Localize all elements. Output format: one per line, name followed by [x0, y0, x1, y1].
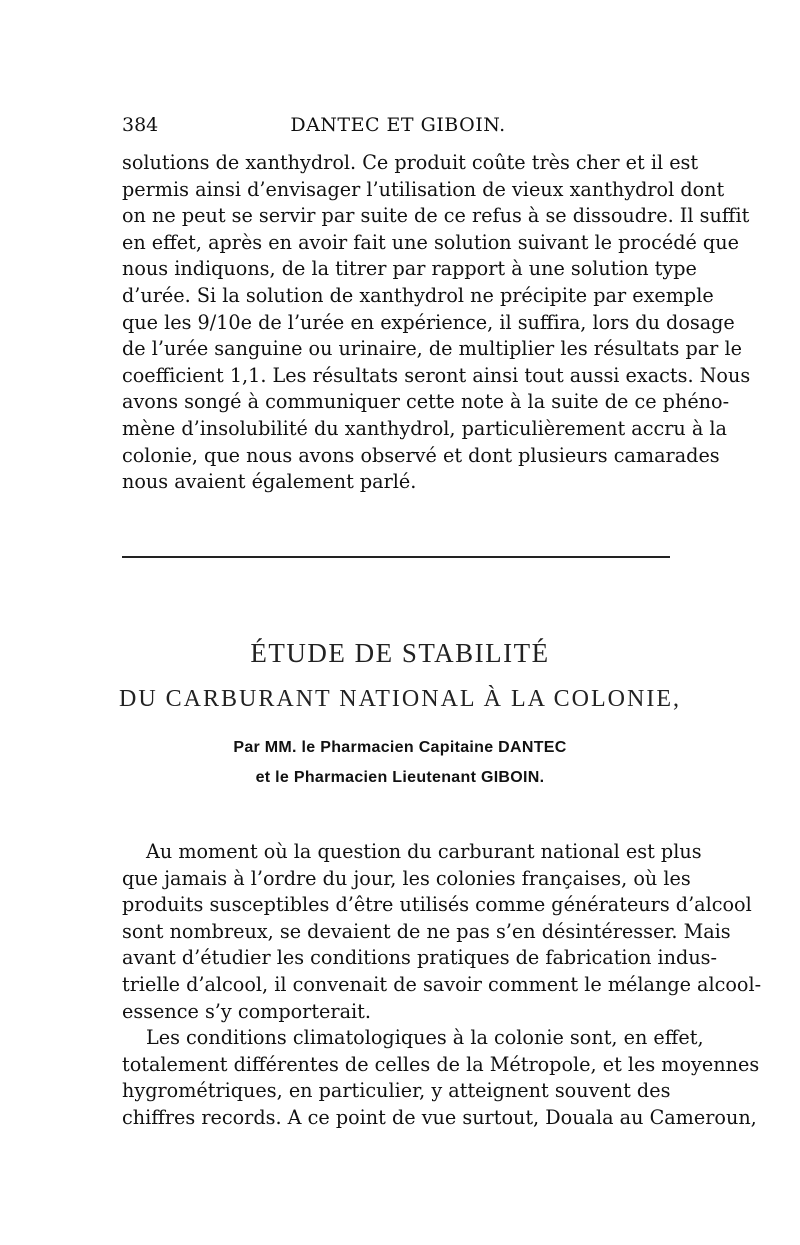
text-line: que les 9/10e de l’urée en expérience, il suffira, lors du dosage	[122, 310, 735, 334]
article-body	[122, 839, 762, 1132]
running-title: DANTEC ET GIBOIN.	[290, 114, 506, 136]
text-line: en effet, après en avoir fait une solution suivant le procédé que	[122, 230, 739, 254]
text-line: trielle d’alcool, il convenait de savoir comment le mélange alcool-	[122, 972, 762, 996]
text-line: coefficient 1,1. Les résultats seront ainsi tout aussi exacts. Nous	[122, 363, 751, 387]
text-line: permis ainsi d’envisager l’utilisation de vieux xanthydrol dont	[122, 177, 725, 201]
page-header	[122, 114, 674, 144]
text-line: nous indiquons, de la titrer par rapport à une solution type	[122, 257, 697, 281]
text-line: totalement différentes de celles de la Métropole, et les moyennes	[122, 1052, 760, 1076]
author-byline-second: et le Pharmacien Lieutenant GIBOIN.	[255, 769, 545, 786]
previous-article-text	[122, 150, 751, 496]
text-line: mène d’insolubilité du xanthydrol, particulièrement accru à la	[122, 416, 727, 440]
text-line: avant d’étudier les conditions pratiques de fabrication indus-	[122, 946, 718, 970]
article-title: ÉTUDE DE STABILITÉ	[250, 638, 550, 668]
text-line: Les conditions climatologiques à la colonie sont, en effet,	[146, 1026, 704, 1050]
text-line: colonie, que nous avons observé et dont plusieurs camarades	[122, 443, 720, 467]
page-number: 384	[122, 114, 159, 136]
text-line: sont nombreux, se devaient de ne pas s’en désintéresser. Mais	[122, 919, 731, 943]
text-line: que jamais à l’ordre du jour, les colonies françaises, où les	[122, 866, 691, 890]
text-line: nous avaient également parlé.	[122, 470, 417, 494]
text-line: Au moment où la question du carburant national est plus	[146, 840, 702, 863]
text-line: essence s’y comporterait.	[122, 999, 371, 1023]
text-line: produits susceptibles d’être utilisés comme générateurs d’alcool	[122, 893, 752, 917]
text-line: avons songé à communiquer cette note à la suite de ce phéno-	[122, 390, 730, 414]
article-subtitle: DU CARBURANT NATIONAL À LA COLONIE,	[119, 686, 681, 712]
text-line: de l’urée sanguine ou urinaire, de multiplier les résultats par le	[122, 337, 742, 361]
text-line: on ne peut se servir par suite de ce refus à se dissoudre. Il suffit	[122, 204, 750, 228]
text-line: chiffres records. A ce point de vue surtout, Douala au Cameroun,	[122, 1105, 757, 1129]
section-divider	[122, 556, 670, 558]
text-line: solutions de xanthydrol. Ce produit coûte très cher et il est	[122, 151, 699, 174]
author-byline: Par MM. le Pharmacien Capitaine DANTEC	[233, 739, 567, 756]
text-line: hygrométriques, en particulier, y atteignent souvent des	[122, 1079, 671, 1103]
text-line: d’urée. Si la solution de xanthydrol ne précipite par exemple	[122, 283, 714, 307]
